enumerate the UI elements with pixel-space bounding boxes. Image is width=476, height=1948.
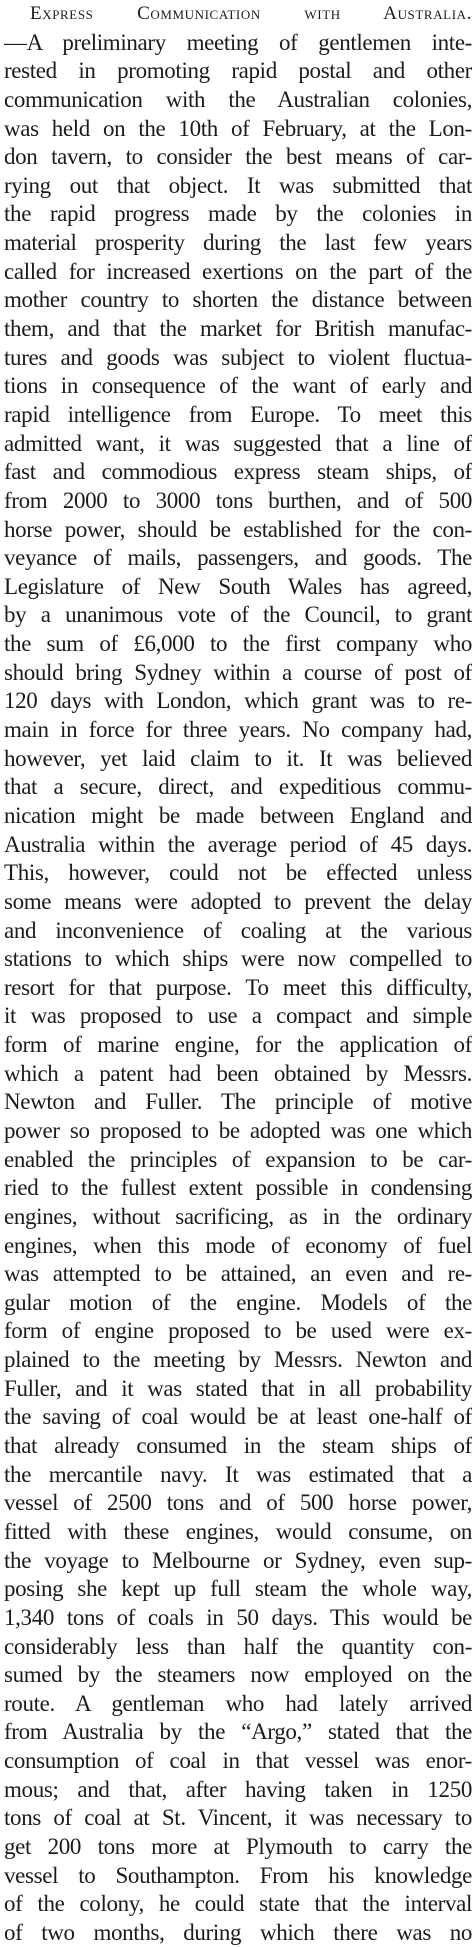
article-line: fitted with these engines, would consume, on — [4, 1518, 472, 1544]
article-line: engines, when this mode of economy of fuel — [4, 1232, 472, 1258]
article-line: of the colony, he could state that the interval — [4, 1891, 472, 1917]
article-line: rapid intelligence from Europe. To meet this — [4, 401, 472, 427]
article-line: which a patent had been obtained by Messrs. — [4, 1060, 472, 1086]
article-line: get 200 tons more at Plymouth to carry the — [4, 1834, 472, 1859]
article-line: power so proposed to be adopted was one which — [4, 1117, 472, 1143]
article-line: plained to the meeting by Messrs. Newton and — [4, 1347, 472, 1373]
article-line: don tavern, to consider the best means of car- — [4, 144, 472, 170]
article-line: them, and that the market for British manufac- — [4, 316, 472, 342]
article-line: gular motion of the engine. Models of the — [4, 1289, 472, 1315]
article-line: vessel of 2500 tons and of 500 horse power, — [4, 1490, 472, 1516]
article-line: fast and commodious express steam ships, of — [4, 459, 472, 485]
article-line: form of engine proposed to be used were ex- — [4, 1318, 472, 1344]
article-line: mother country to shorten the distance between — [4, 287, 472, 313]
article-line: was attempted to be attained, an even and re- — [4, 1261, 472, 1287]
article-line: 1,340 tons of coals in 50 days. This would be — [4, 1604, 472, 1630]
article-line: Australia within the average period of 45 days. — [4, 831, 472, 857]
article-line: posing she kept up full steam the whole way, — [4, 1576, 472, 1602]
article-line: of two months, during which there was no — [4, 1919, 472, 1945]
article-line: was held on the 10th of February, at the Lon- — [4, 115, 472, 141]
article-line: mous; and that, after having taken in 1250 — [4, 1776, 472, 1802]
article-line: Newton and Fuller. The principle of motive — [4, 1089, 472, 1115]
article-heading — [4, 0, 472, 29]
article-line: should bring Sydney within a course of post of — [4, 659, 472, 685]
article-line: stations to which ships were now compelled to — [4, 946, 472, 972]
article-heading-text: Express Communication with Australia. — [30, 3, 472, 24]
article-line: considerably less than half the quantity con- — [4, 1633, 472, 1659]
article-line: sumed by the steamers now employed on the — [4, 1662, 472, 1688]
article-line: communication with the Australian colonies, — [4, 86, 472, 112]
article-line: enabled the principles of expansion to be car- — [4, 1146, 472, 1172]
article-line: from 2000 to 3000 tons burthen, and of 500 — [4, 487, 472, 513]
article-line: consumption of coal in that vessel was enor- — [4, 1748, 472, 1774]
article-line: This, however, could not be effected unless — [4, 860, 472, 886]
article-line: the saving of coal would be at least one-half of — [4, 1404, 472, 1430]
article-line: main in force for three years. No company had, — [4, 717, 472, 743]
article-line: rying out that object. It was submitted that — [4, 172, 472, 198]
article-line: however, yet laid claim to it. It was believed — [4, 745, 472, 771]
article-line: 120 days with London, which grant was to re- — [4, 688, 472, 714]
article-line: Fuller, and it was stated that in all probability — [4, 1375, 472, 1401]
article-line: the voyage to Melbourne or Sydney, even sup- — [4, 1547, 472, 1573]
article-line: that a secure, direct, and expeditious commu- — [4, 774, 472, 800]
article-line: route. A gentleman who had lately arrived — [4, 1690, 472, 1716]
article-line: that already consumed in the steam ships of — [4, 1433, 472, 1459]
article-line: it was proposed to use a compact and simple — [4, 1003, 472, 1029]
article-line: and inconvenience of coaling at the various — [4, 917, 472, 943]
article-line: form of marine engine, for the application of — [4, 1032, 472, 1058]
article-line: called for increased exertions on the part of the — [4, 258, 472, 284]
article-line: engines, without sacrificing, as in the ordinary — [4, 1203, 472, 1229]
article-line: rested in promoting rapid postal and other — [4, 58, 472, 84]
article-line: horse power, should be established for the con- — [4, 516, 472, 542]
article-line: tons of coal at St. Vincent, it was necessary to — [4, 1805, 472, 1831]
article-line: the rapid progress made by the colonies in — [4, 201, 472, 227]
article-line: vessel to Southampton. From his knowledge — [4, 1862, 472, 1888]
article-line: material prosperity during the last few years — [4, 230, 472, 256]
article-line: veyance of mails, passengers, and goods. The — [4, 545, 472, 571]
article-line: from Australia by the “Argo,” stated that the — [4, 1719, 472, 1745]
article-line: admitted want, it was suggested that a line of — [4, 430, 472, 456]
article-line: ried to the fullest extent possible in condensing — [4, 1175, 472, 1201]
article-line: the mercantile navy. It was estimated that a — [4, 1461, 472, 1487]
article-body — [4, 29, 472, 1948]
article-line: —A preliminary meeting of gentlemen inte- — [4, 29, 472, 55]
article-line: tions in consequence of the want of early and — [4, 373, 472, 399]
article-line: some means were adopted to prevent the delay — [4, 888, 472, 914]
article-line: the sum of £6,000 to the first company who — [4, 631, 472, 657]
article-line: tures and goods was subject to violent fluctua- — [4, 344, 472, 370]
article-line: by a unanimous vote of the Council, to grant — [4, 602, 472, 628]
article-line: nication might be made between England and — [4, 802, 472, 828]
article-line: resort for that purpose. To meet this difficulty, — [4, 974, 472, 1000]
article-line: Legislature of New South Wales has agreed, — [4, 573, 472, 599]
